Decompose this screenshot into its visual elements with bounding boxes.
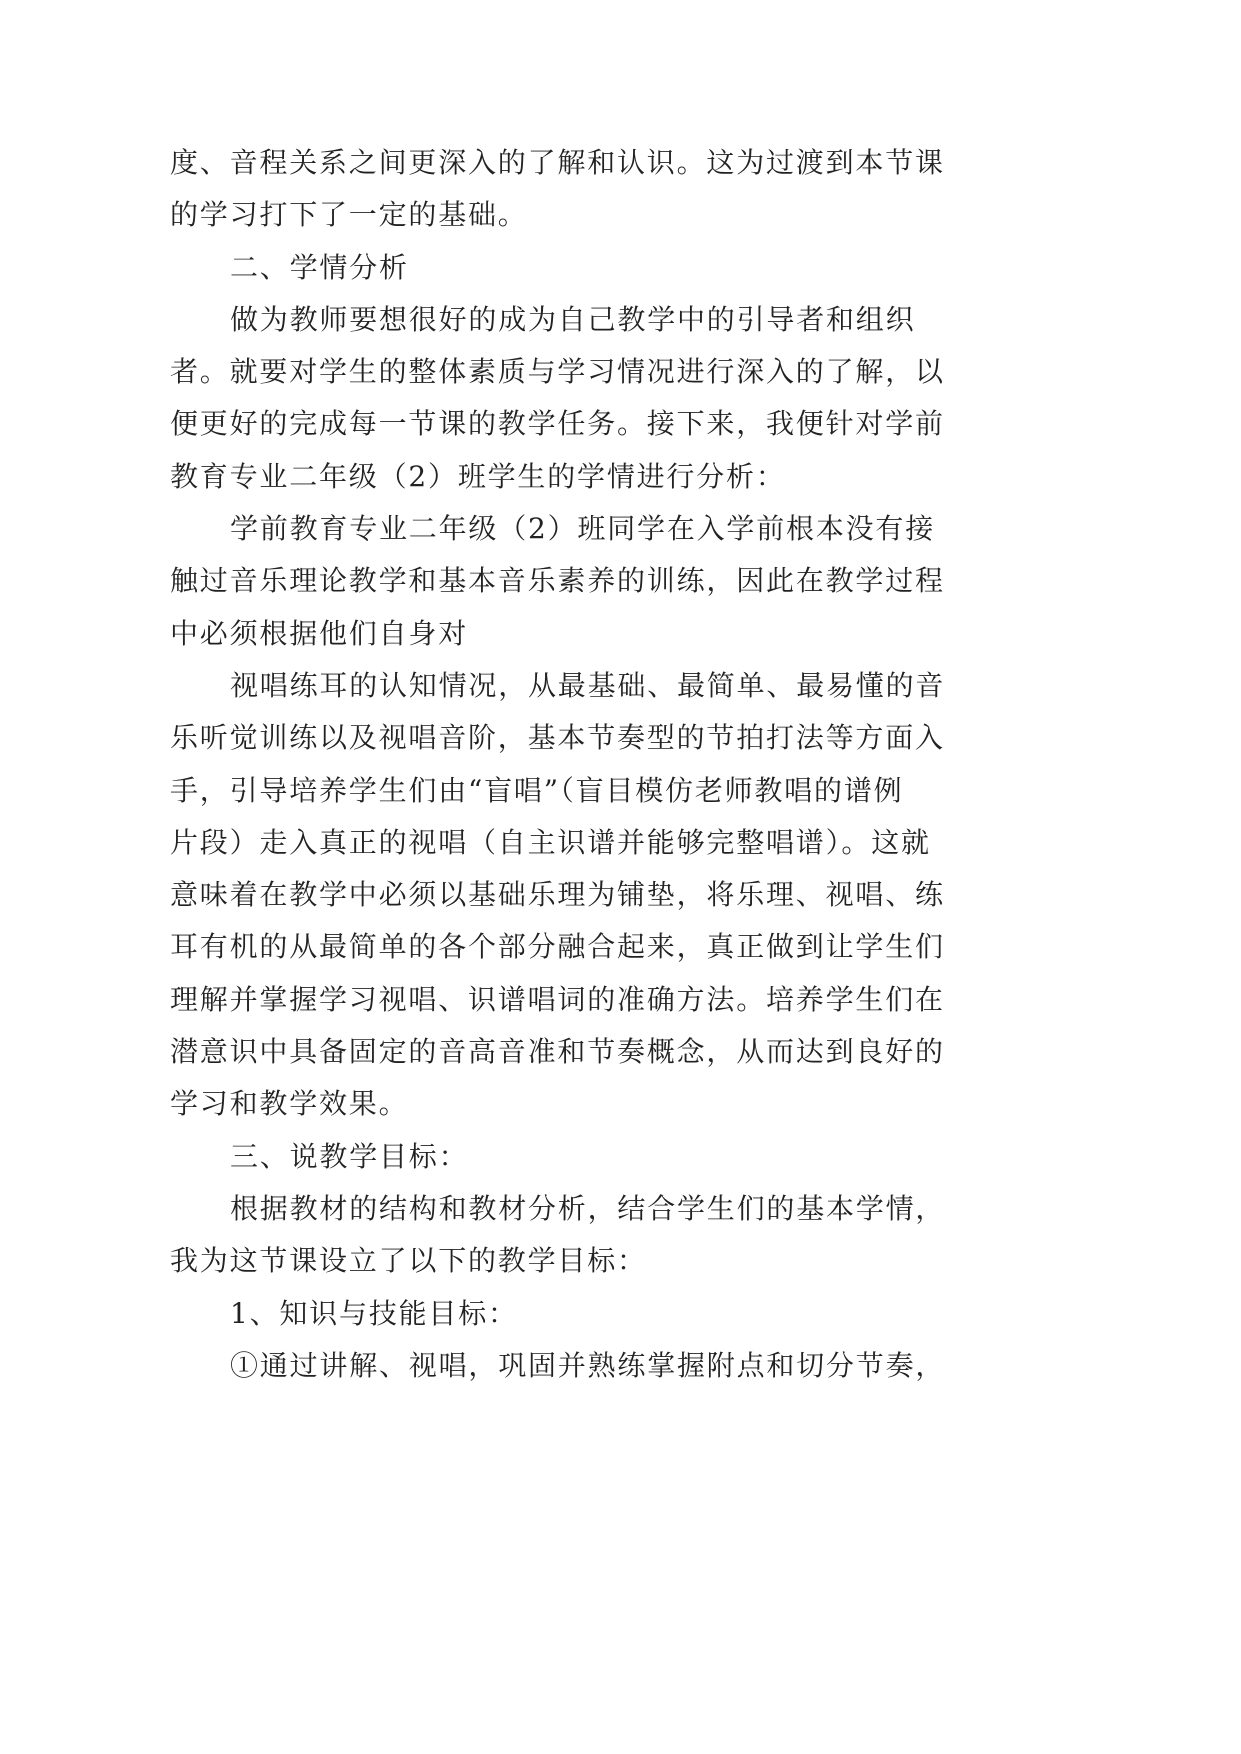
text-line: 学习和教学效果。: [170, 1087, 409, 1121]
text-line: 我为这节课设立了以下的教学目标：: [170, 1244, 647, 1278]
text-line: 意味着在教学中必须以基础乐理为铺垫，将乐理、视唱、练: [170, 878, 945, 912]
text-line: 教育专业二年级（2）班学生的学情进行分析：: [170, 459, 786, 493]
text-line: 的学习打下了一定的基础。: [170, 198, 528, 232]
text-line: 度、音程关系之间更深入的了解和认识。这为过渡到本节课: [170, 146, 945, 179]
text-line: 片段）走入真正的视唱（自主识谱并能够完整唱谱）。这就: [170, 825, 931, 859]
text-line: 视唱练耳的认知情况，从最基础、最简单、最易懂的音: [230, 668, 946, 702]
text-line: 触过音乐理论教学和基本音乐素养的训练，因此在教学过程: [170, 564, 945, 598]
text-line: 理解并掌握学习视唱、识谱唱词的准确方法。培养学生们在: [170, 982, 945, 1016]
text-line: 潜意识中具备固定的音高音准和节奏概念，从而达到良好的: [170, 1035, 945, 1069]
text-line: 学前教育专业二年级（2）班同学在入学前根本没有接: [230, 512, 936, 546]
text-line: 便更好的完成每一节课的教学任务。接下来，我便针对学前: [170, 407, 945, 441]
document-body: [170, 137, 970, 1392]
text-line: 手，引导培养学生们由“盲唱”（盲目模仿老师教唱的谱例: [170, 773, 904, 807]
text-line: 中必须根据他们自身对: [170, 616, 469, 650]
text-line: 乐听觉训练以及视唱音阶，基本节奏型的节拍打法等方面入: [170, 721, 945, 755]
section-heading: 三、说教学目标：: [230, 1139, 469, 1173]
text-line: 耳有机的从最简单的各个部分融合起来，真正做到让学生们: [170, 930, 945, 964]
text-line: 者。就要对学生的整体素质与学习情况进行深入的了解，以: [170, 355, 945, 389]
list-item: ①通过讲解、视唱，巩固并熟练掌握附点和切分节奏，: [230, 1348, 946, 1382]
text-line: 根据教材的结构和教材分析，结合学生们的基本学情，: [230, 1191, 946, 1225]
section-heading: 二、学情分析: [230, 250, 409, 284]
text-line: 做为教师要想很好的成为自己教学中的引导者和组织: [230, 302, 916, 336]
subsection-heading: 1、知识与技能目标：: [230, 1296, 518, 1330]
